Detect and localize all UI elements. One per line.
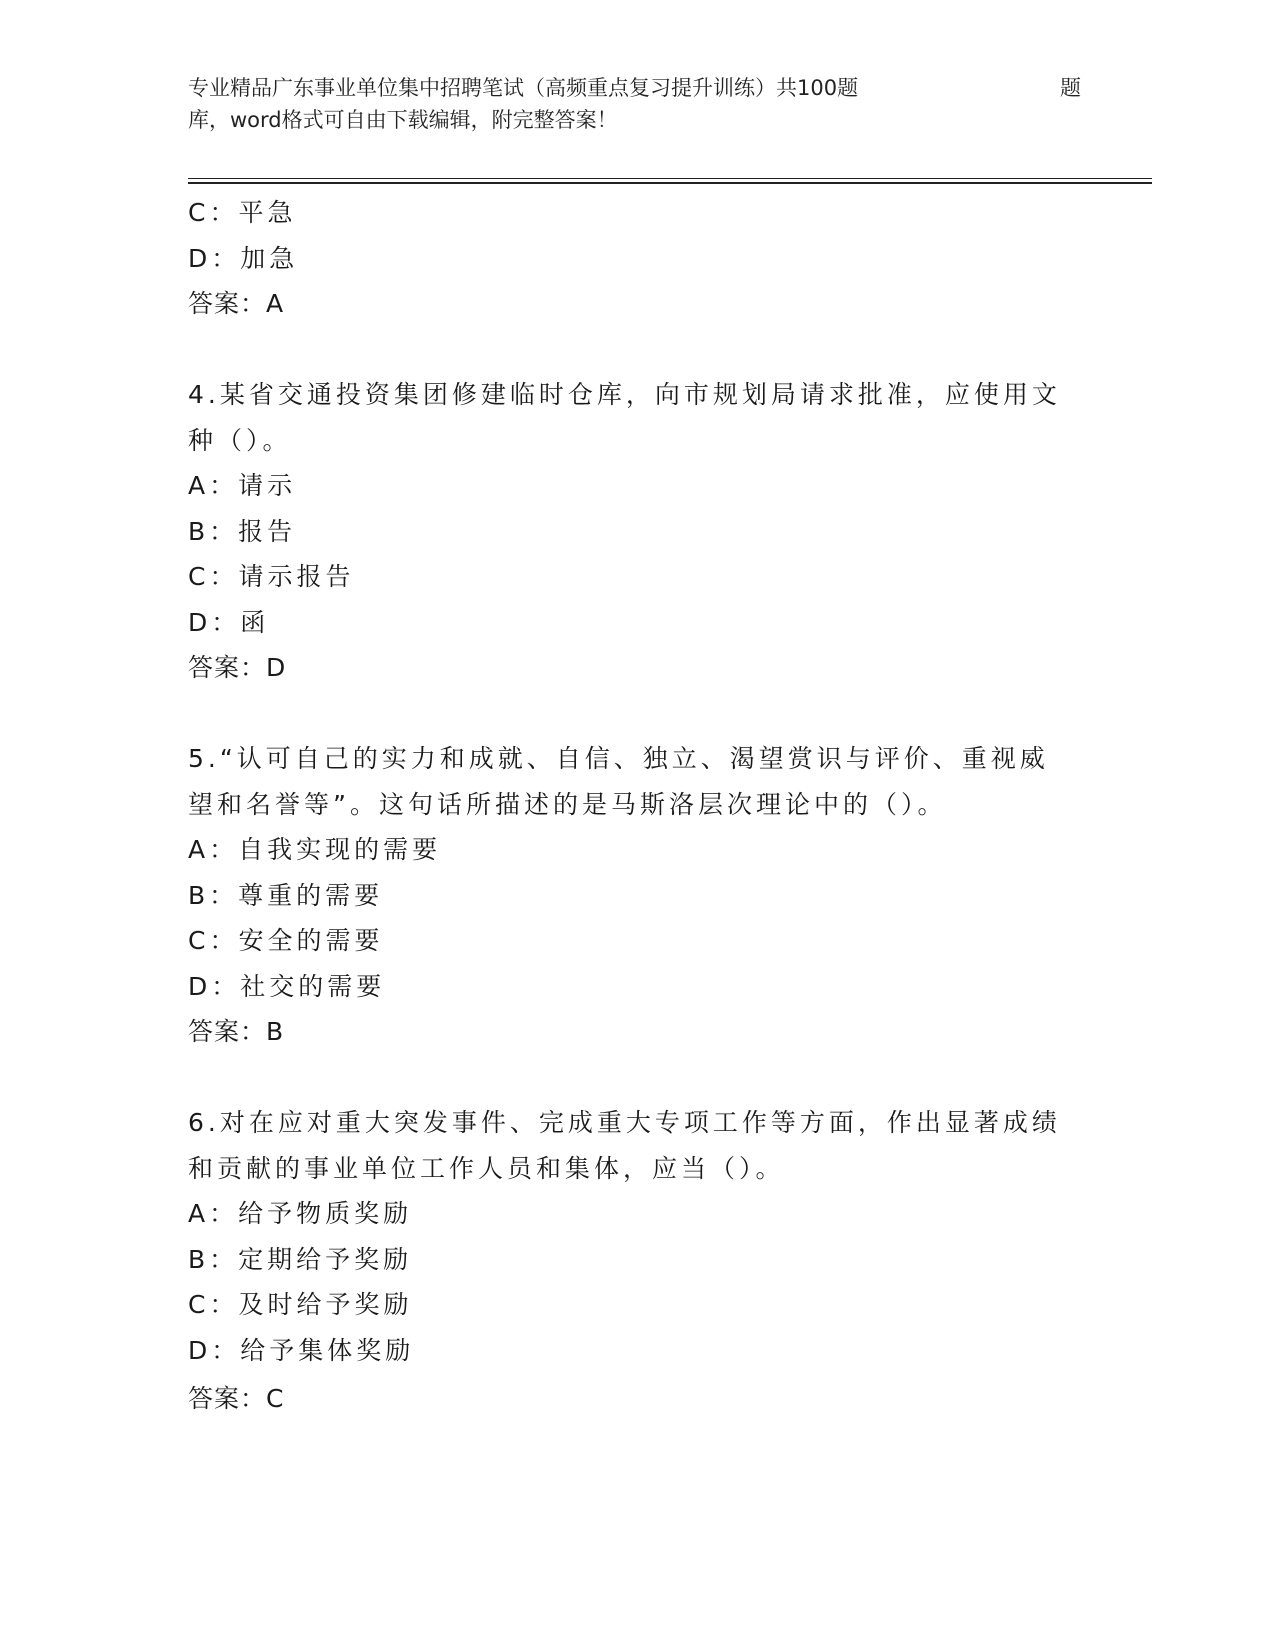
question-stem: 5.“认可自己的实力和成就、自信、独立、渴望赏识与评价、重视威 — [188, 744, 1049, 773]
option-b: B：报告 — [188, 516, 297, 546]
option-c: C：安全的需要 — [188, 926, 384, 955]
option-d: D：给予集体奖励 — [188, 1335, 415, 1365]
prev-option-c: C：平急 — [188, 198, 297, 227]
option-a: A：给予物质奖励 — [188, 1199, 413, 1228]
header-line-1: 专业精品广东事业单位集中招聘笔试（高频重点复习提升训练）共100题 — [188, 76, 859, 100]
question-stem-cont: 种（）。 — [188, 425, 292, 455]
spacer — [188, 691, 1088, 737]
option-b: B：定期给予奖励 — [188, 1244, 413, 1274]
question-4 — [188, 372, 1088, 691]
question-stem-cont: 和贡献的事业单位工作人员和集体，应当（）。 — [188, 1153, 785, 1183]
option-c: C：及时给予奖励 — [188, 1290, 413, 1319]
document-body — [188, 190, 1088, 1373]
option-d: D：社交的需要 — [188, 971, 386, 1001]
question-stem: 6.对在应对重大突发事件、完成重大专项工作等方面，作出显著成绩 — [188, 1108, 1061, 1137]
answer: 答案：B — [188, 1017, 285, 1046]
document-header — [188, 72, 1088, 136]
prev-option-d: D：加急 — [188, 243, 299, 273]
option-a: A：请示 — [188, 471, 297, 500]
option-a: A：自我实现的需要 — [188, 835, 442, 864]
question-stem-cont: 望和名誉等”。这句话所描述的是马斯洛层次理论中的（）。 — [188, 789, 947, 819]
option-c: C：请示报告 — [188, 562, 355, 591]
question-6 — [188, 1100, 1088, 1373]
option-b: B：尊重的需要 — [188, 880, 384, 910]
prev-answer: 答案：A — [188, 289, 285, 318]
spacer — [188, 327, 1088, 373]
question-stem: 4.某省交通投资集团修建临时仓库，向市规划局请求批准，应使用文 — [188, 380, 1061, 409]
header-rule-top — [188, 178, 1152, 179]
spacer — [188, 1055, 1088, 1101]
option-d: D：函 — [188, 607, 270, 637]
question-5 — [188, 736, 1088, 1055]
header-line-2: 库，word格式可自由下载编辑，附完整答案！ — [188, 108, 618, 132]
header-rule-bottom — [188, 182, 1152, 184]
header-line-1-extra: 题 — [1060, 76, 1081, 100]
answer: 答案：D — [188, 653, 287, 682]
last-answer: 答案：C — [188, 1384, 285, 1413]
